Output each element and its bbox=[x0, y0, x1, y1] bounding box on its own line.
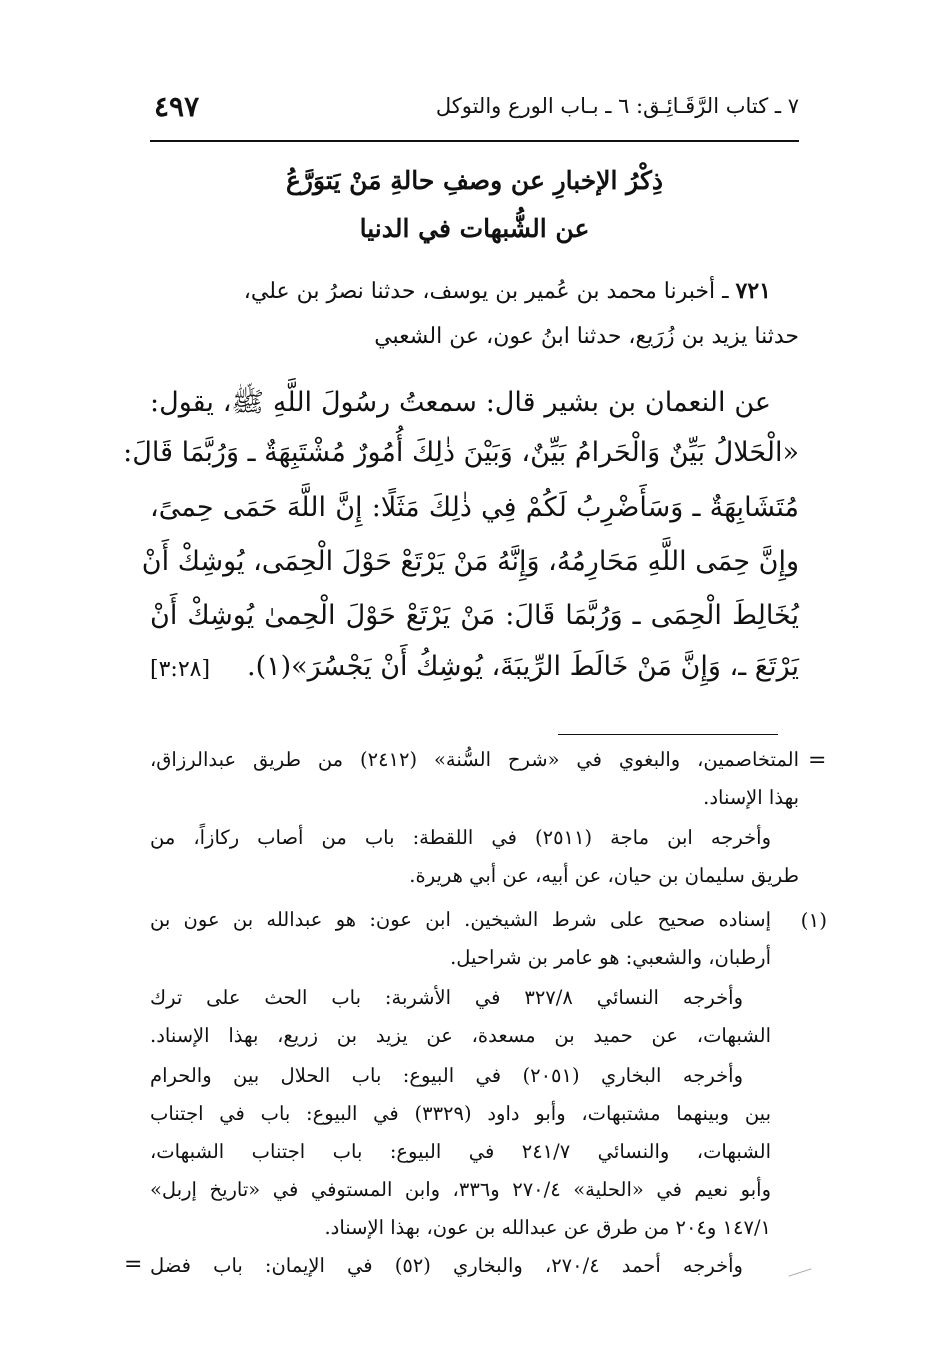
footnote-1-line-7: الشبهات، والنسائي ٢٤١/٧ في البيوع: باب اجتناب الشبهات، bbox=[150, 1140, 772, 1163]
footnote-1-line-6: بين وبينهما مشتبهات، وأبو داود (٣٣٢٩) في البيوع: باب في اجتناب bbox=[150, 1102, 771, 1125]
header-rule bbox=[150, 140, 799, 142]
hadith-number: ٧٢١ bbox=[735, 278, 771, 304]
footnote-1-line-9: ١٤٧/١ و٢٠٤ من طرق عن عبدالله بن عون، بهذا الإسناد. bbox=[324, 1216, 771, 1239]
footnote-1-line-4: الشبهات، عن حميد بن مسعدة، عن يزيد بن زريع، بهذا الإسناد. bbox=[150, 1024, 771, 1047]
matn-line-4: وإِنَّ حِمَى اللَّهِ مَحَارِمُهُ، وَإِنَّهُ مَنْ يَرْتَعْ حَوْلَ الْحِمَى، يُوشِكْ أَنْ bbox=[141, 546, 799, 577]
footnote-1-line-8: وأبو نعيم في «الحلية» ٢٧٠/٤ و٣٣٦، وابن المستوفي في «تاريخ إربل» bbox=[150, 1178, 771, 1201]
scan-mark bbox=[788, 1268, 811, 1276]
running-header bbox=[150, 88, 799, 128]
running-title: ٧ ـ كتاب الرَّقَـائِـق: ٦ ـ بـاب الورع والتوكل bbox=[435, 94, 799, 118]
section-heading-line2: عن الشُّبهات في الدنيا bbox=[359, 214, 590, 243]
footnote-continuation-line-1: المتخاصمين، والبغوي في «شرح السُّنة» (٢٤١٢) من طريق عبدالرزاق، bbox=[150, 748, 799, 771]
footnote-1-line-3: وأخرجه النسائي ٣٢٧/٨ في الأشربة: باب الحث على ترك bbox=[150, 986, 743, 1009]
source-reference: [٣:٢٨] bbox=[150, 657, 211, 682]
footnote-1-line-1: إسناده صحيح على شرط الشيخين. ابن عون: هو عبدالله بن عون بن bbox=[150, 908, 771, 931]
matn-line-3: مُتَشَابِهَةٌ ـ وَسَأَضْرِبُ لَكُمْ فِي ذٰلِكَ مَثَلًا: إِنَّ اللَّهَ حَمَى حِمىً، bbox=[150, 492, 799, 523]
footnote-continuation-line-4: طريق سليمان بن حيان، عن أبيه، عن أبي هريرة. bbox=[409, 864, 799, 887]
footnote-continuation-line-2: بهذا الإسناد. bbox=[703, 786, 799, 809]
isnad-line-2: حدثنا يزيد بن زُرَيع، حدثنا ابنُ عون، عن الشعبي bbox=[374, 324, 799, 349]
isnad-line-1 bbox=[150, 278, 771, 304]
page-number: ٤٩٧ bbox=[154, 90, 200, 123]
footnote-1-line-10: وأخرجه أحمد ٢٧٠/٤، والبخاري (٥٢) في الإيمان: باب فضل bbox=[150, 1254, 743, 1277]
footnote-rule bbox=[558, 734, 778, 735]
section-heading-line1: ذِكْرُ الإخبارِ عن وصفِ حالةِ مَنْ يَتوَرَّعُ bbox=[286, 166, 663, 195]
footnote-1-line-2: أرطبان، والشعبي: هو عامر بن شراحيل. bbox=[450, 946, 771, 969]
footnote-1-line-5: وأخرجه البخاري (٢٠٥١) في البيوع: باب الحلال بين والحرام bbox=[150, 1064, 743, 1087]
footnote-continuation-line-3: وأخرجه ابن ماجة (٢٥١١) في اللقطة: باب من أصاب ركازاً، من bbox=[150, 826, 771, 849]
matn-line-1: عن النعمان بن بشير قال: سمعتُ رسُولَ اللَّهِ ﷺ، يقول: bbox=[150, 387, 771, 418]
continues-next-page-marker: = bbox=[124, 1252, 143, 1277]
matn-line-2: «الْحَلالُ بَيِّنٌ وَالْحَرامُ بَيِّنٌ، وَبَيْنَ ذٰلِكَ أُمُورٌ مُشْتَبِهَةٌ ـ وَرُبَّمَا قَالَ: bbox=[123, 437, 799, 468]
matn-line-5: يُخَالِطَ الْحِمَى ـ وَرُبَّمَا قَالَ: مَنْ يَرْتَعْ حَوْلَ الْحِمىٰ يُوشِكْ أَنْ bbox=[150, 600, 799, 631]
footnote-number: (١) bbox=[800, 908, 827, 932]
matn-line-6: يَرْتَعَ ـ، وَإِنَّ مَنْ خَالَطَ الرِّيبَةَ، يُوشِكُ أَنْ يَجْسُرَ»(١). bbox=[246, 651, 799, 682]
isnad-text-1: ـ أخبرنا محمد بن عُمير بن يوسف، حدثنا نصرُ بن علي، bbox=[243, 279, 729, 304]
continued-from-previous-marker: = bbox=[808, 748, 827, 773]
